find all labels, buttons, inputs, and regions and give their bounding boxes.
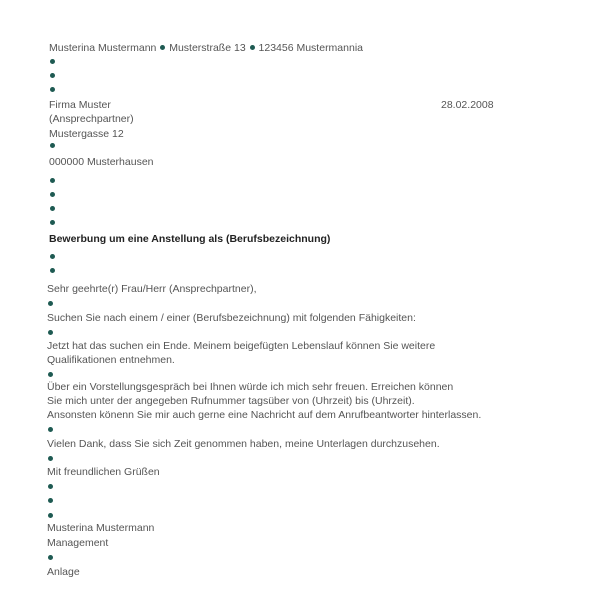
- paragraph-2-line-2: Qualifikationen entnehmen.: [47, 354, 175, 366]
- paragraph-mark-icon: [48, 498, 53, 503]
- paragraph-mark-icon: [50, 178, 55, 183]
- paragraph-mark-icon: [48, 555, 53, 560]
- paragraph-mark-icon: [50, 206, 55, 211]
- paragraph-mark-icon: [48, 372, 53, 377]
- separator-dot-icon: [250, 45, 255, 50]
- paragraph-mark-icon: [50, 268, 55, 273]
- paragraph-mark-icon: [50, 59, 55, 64]
- sender-city: 123456 Mustermannia: [258, 42, 363, 54]
- paragraph-mark-icon: [50, 254, 55, 259]
- paragraph-mark-icon: [48, 513, 53, 518]
- paragraph-mark-icon: [50, 143, 55, 148]
- recipient-city: 000000 Musterhausen: [49, 156, 154, 168]
- paragraph-3-line-3: Ansonsten könenn Sie mir auch gerne eine Nachricht auf dem Anrufbeantworter hinterlassen.: [47, 409, 482, 421]
- paragraph-3-line-1: Über ein Vorstellungsgespräch bei Ihnen würde ich mich sehr freuen. Erreichen können: [47, 381, 454, 393]
- enclosure: Anlage: [47, 566, 80, 578]
- sender-name: Musterina Mustermann: [49, 42, 157, 54]
- paragraph-3-line-2: Sie mich unter der angegeben Rufnummer tagsüber von (Uhrzeit) bis (Uhrzeit).: [47, 395, 415, 407]
- paragraph-mark-icon: [50, 192, 55, 197]
- separator-dot-icon: [160, 45, 165, 50]
- signature-name: Musterina Mustermann: [47, 522, 155, 534]
- paragraph-mark-icon: [48, 330, 53, 335]
- paragraph-1: Suchen Sie nach einem / einer (Berufsbezeichnung) mit folgenden Fähigkeiten:: [47, 312, 416, 324]
- recipient-contact: (Ansprechpartner): [49, 113, 134, 125]
- salutation: Sehr geehrte(r) Frau/Herr (Ansprechpartner),: [47, 283, 257, 295]
- closing: Mit freundlichen Grüßen: [47, 466, 160, 478]
- letter-subject: Bewerbung um eine Anstellung als (Berufsbezeichnung): [49, 233, 331, 245]
- sender-street: Musterstraße 13: [169, 42, 246, 54]
- recipient-company: Firma Muster: [49, 99, 111, 111]
- sender-line: [49, 42, 363, 55]
- paragraph-mark-icon: [50, 220, 55, 225]
- paragraph-2-line-1: Jetzt hat das suchen ein Ende. Meinem beigefügten Lebenslauf können Sie weitere: [47, 340, 436, 352]
- recipient-street: Mustergasse 12: [49, 128, 124, 140]
- signature-title: Management: [47, 537, 109, 549]
- paragraph-mark-icon: [48, 484, 53, 489]
- paragraph-4: Vielen Dank, dass Sie sich Zeit genommen haben, meine Unterlagen durchzusehen.: [47, 438, 440, 450]
- paragraph-mark-icon: [50, 73, 55, 78]
- paragraph-mark-icon: [50, 87, 55, 92]
- paragraph-mark-icon: [48, 456, 53, 461]
- paragraph-mark-icon: [48, 301, 53, 306]
- paragraph-mark-icon: [48, 427, 53, 432]
- letter-date: 28.02.2008: [441, 99, 494, 111]
